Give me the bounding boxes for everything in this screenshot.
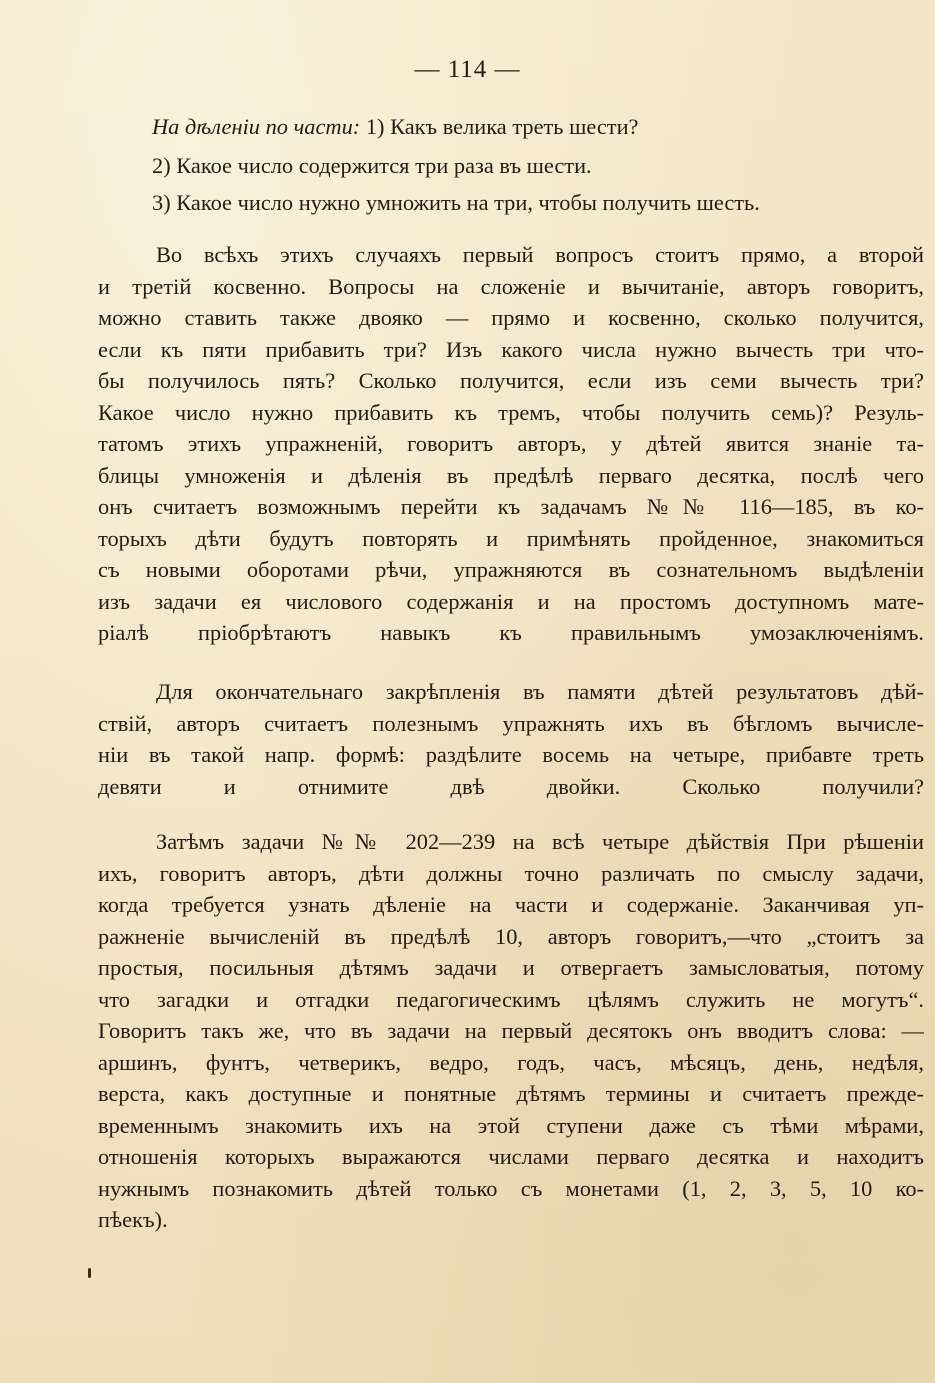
paragraph-line: и третій косвенно. Вопросы на сложеніе и вычитаніе, авторъ говоритъ, <box>98 273 924 299</box>
question-2: 2) Какое число содержится три раза въ шести. <box>152 153 592 178</box>
paragraph-line: отношенія которыхъ выражаются числами перваго десятка и находитъ <box>98 1144 924 1169</box>
paragraph-line: временнымъ знакомить ихъ на этой ступени даже съ тѣми мѣрами, <box>98 1112 924 1138</box>
paragraph-line: девяти и отнимите двѣ двойки. Сколько получили? <box>98 773 924 799</box>
paragraph-line: Какое число нужно прибавить къ тремъ, чтобы получить семь)? Резуль- <box>98 399 924 425</box>
paragraph-line: онъ считаетъ возможнымъ перейти къ задачамъ №№ 116—185, въ ко- <box>98 494 924 519</box>
paragraph-line: пѣекъ). <box>98 1207 168 1232</box>
paragraph-line: ніи въ такой напр. формѣ: раздѣлите восемь на четыре, прибавте треть <box>98 742 924 767</box>
question-1-text: 1) Какъ велика треть шести? <box>365 114 639 139</box>
paragraph-2 <box>98 676 924 802</box>
paragraph-line: ствій, авторъ считаетъ полезнымъ упражнять ихъ въ бѣгломъ вычисле- <box>98 710 924 736</box>
paragraph-line: когда требуется узнать дѣленіе на части и содержаніе. Заканчивая уп- <box>98 892 924 917</box>
paragraph-line: Во всѣхъ этихъ случаяхъ первый вопросъ стоитъ прямо, а второй <box>156 242 924 267</box>
page-number: — 114 — <box>414 56 521 83</box>
paragraph-line: нужнымъ познакомить дѣтей только съ монетами (1, 2, 3, 5, 10 ко- <box>98 1175 924 1201</box>
paragraph-line: верста, какъ доступные и понятные дѣтямъ термины и считаетъ прежде- <box>98 1081 924 1106</box>
paragraph-line: Для окончательнаго закрѣпленія въ памяти дѣтей результатовъ дѣй- <box>156 679 924 704</box>
paragraph-line: торыхъ дѣти будутъ повторять и примѣнять пройденное, знакомиться <box>98 525 924 551</box>
paragraph-line: Затѣмъ задачи №№ 202—239 на всѣ четыре дѣйствія При рѣшеніи <box>156 829 924 854</box>
paragraph-line: ріалѣ пріобрѣтаютъ навыкъ къ правильнымъ умозаключеніямъ. <box>98 620 924 645</box>
paragraph-line: изъ задачи ея числового содержанія и на простомъ доступномъ мате- <box>98 588 924 614</box>
question-1-heading: На дѣленіи по части: <box>152 114 361 139</box>
paragraph-line: что загадки и отгадки педагогическимъ цѣлямъ служить не могутъ“. <box>98 986 924 1012</box>
paragraph-3 <box>98 826 924 1236</box>
paragraph-line: татомъ этихъ упражненій, говоритъ авторъ, у дѣтей явится знаніе та- <box>98 431 924 456</box>
paragraph-line: если къ пяти прибавить три? Изъ какого числа нужно вычесть три что- <box>98 336 924 362</box>
paragraph-line: можно ставить также двояко — прямо и косвенно, сколько получится, <box>98 305 924 330</box>
paragraph-line: аршинъ, фунтъ, четверикъ, ведро, годъ, часъ, мѣсяцъ, день, недѣля, <box>98 1049 924 1075</box>
paragraph-line: ражненіе вычисленій въ предѣлѣ 10, авторъ говоритъ,—что „стоитъ за <box>98 923 924 949</box>
paragraph-line: бы получилось пять? Сколько получится, если изъ семи вычесть три? <box>98 368 924 393</box>
paragraph-line: простыя, посильныя дѣтямъ задачи и отвергаетъ замысловатыя, потому <box>98 955 924 980</box>
paragraph-line: ихъ, говоритъ авторъ, дѣти должны точно различать по смыслу задачи, <box>98 860 924 886</box>
paragraph-line: съ новыми оборотами рѣчи, упражняются въ сознательномъ выдѣленіи <box>98 557 924 582</box>
ink-blot <box>88 1268 91 1278</box>
paragraph-line: блицы умноженія и дѣленія въ предѣлѣ перваго десятка, послѣ чего <box>98 462 924 488</box>
question-1 <box>152 114 639 140</box>
question-3: 3) Какое число нужно умножить на три, чтобы получить шесть. <box>152 190 760 215</box>
paragraph-line: Говоритъ такъ же, что въ задачи на первый десятокъ онъ вводитъ слова: — <box>98 1018 924 1043</box>
paragraph-1 <box>98 239 924 649</box>
